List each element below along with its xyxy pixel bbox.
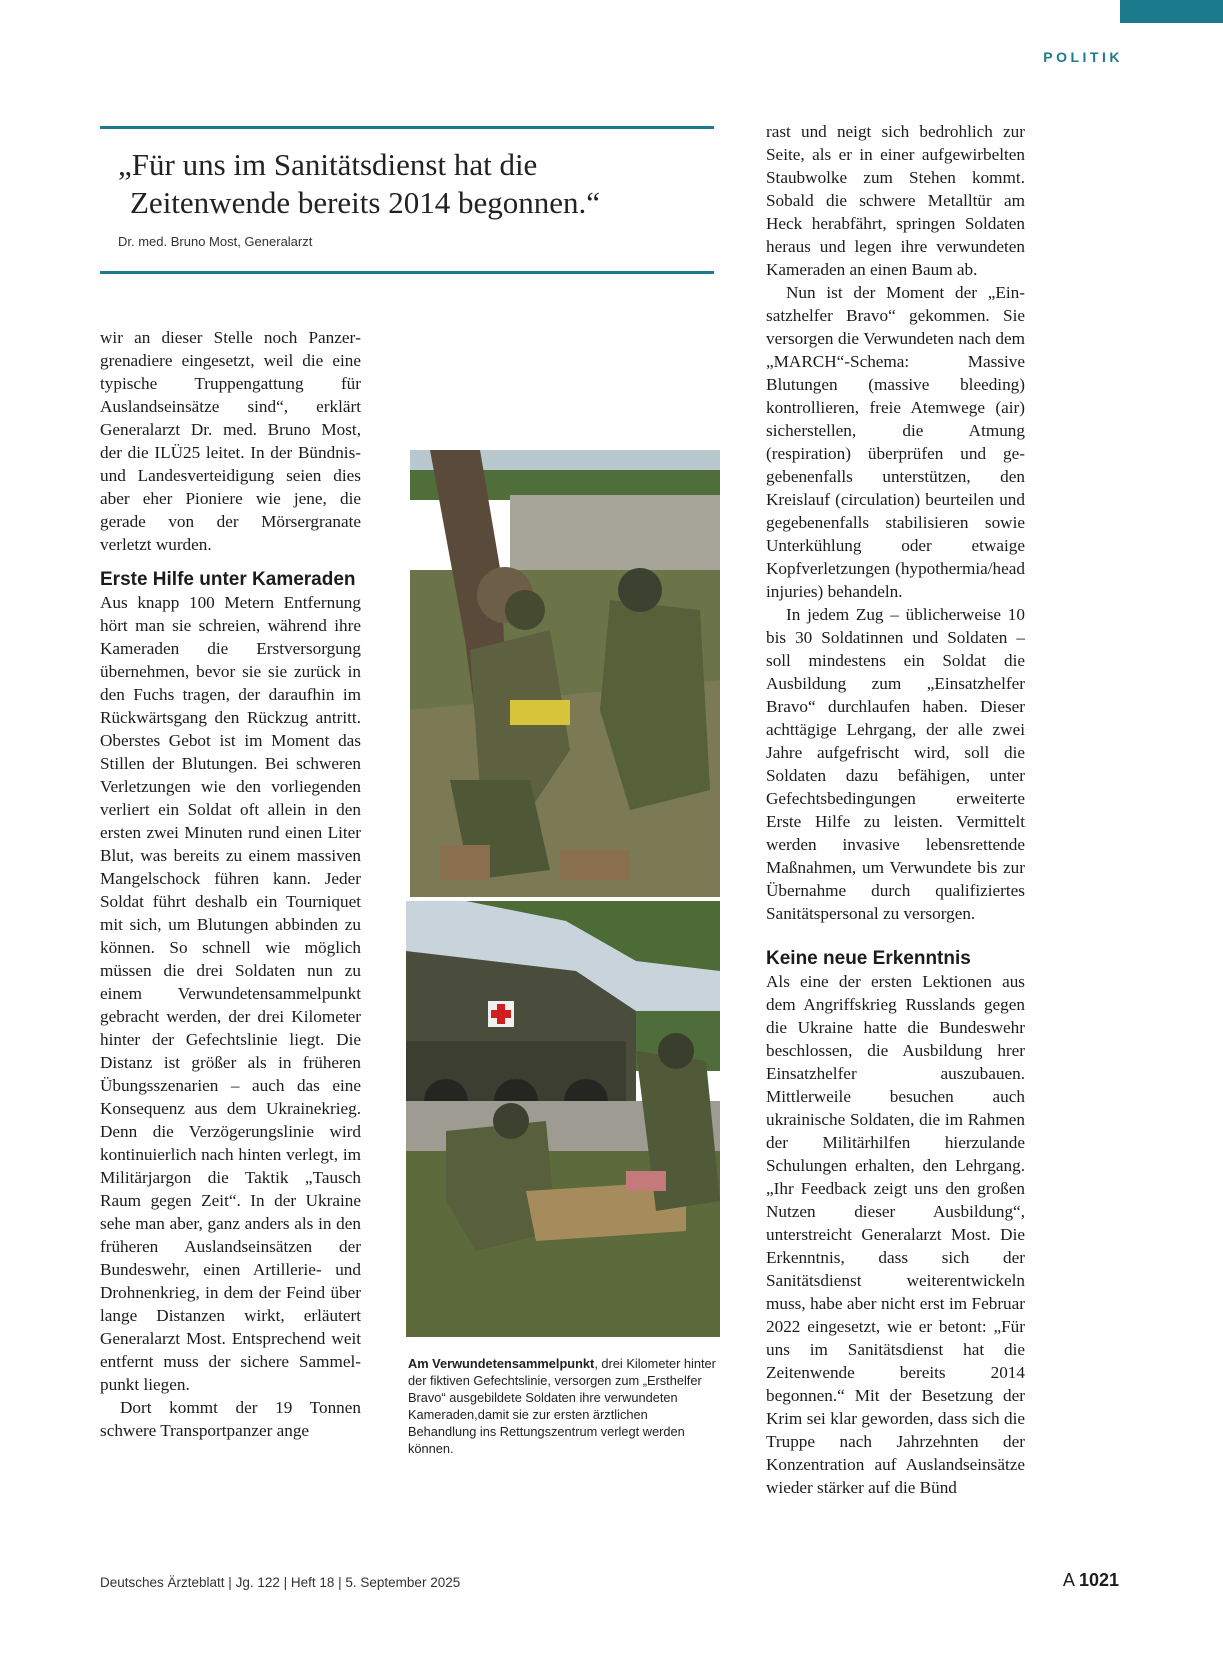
- article-column-right: [766, 120, 1025, 1499]
- pull-quote-line-2: Zeitenwende bereits 2014 begonnen.“: [130, 185, 600, 220]
- article-column-left: [100, 326, 361, 1442]
- pull-quote-line-1: „Für uns im Sanitätsdienst hat die: [118, 147, 538, 182]
- photo-casualty-collection-point: [406, 901, 720, 1337]
- caption-bold-lead: Am Verwundetensammelpunkt: [408, 1356, 595, 1371]
- footer-publication: Deutsches Ärzteblatt | Jg. 122 | Heft 18 | 5. September 2025: [100, 1575, 461, 1590]
- photo-soldiers-first-aid-image: [410, 450, 720, 897]
- paragraph: Als eine der ersten Lektionen aus dem Angriffskrieg Russlands gegen die Ukraine hatte die Bundeswehr beschlossen, die Ausbildung hrer Einsatzhelfer auszubauen. Mittlerweile besuchen auch ukrainische Soldaten, die im Rahmen der Militärhilfen hierzulande Schulungen erhalten, den Lehrgang. „Ihr Feedback zeigt uns den großen Nutzen dieser Ausbildung“, unterstreicht Generalarzt Most. Die Erkenntnis, dass sich der Sanitätsdienst weiterentwickeln muss, habe aber nicht erst im Februar 2022 eingesetzt, wie er betont: „Für uns im Sanitätsdienst hat die Zeitenwende bereits 2014 begonnen.“ Mit der Besetzung der Krim sei klar geworden, dass sich die Truppe nach Jahrzehnten der Konzentration auf Auslandseinsätze wieder stärker auf die Bünd: [766, 972, 1025, 1497]
- pull-quote-text: [118, 146, 708, 222]
- paragraph: Aus knapp 100 Metern Entfernung hört man sie schreien, während ihre Kameraden die Erstversorgung übernehmen, bevor sie sie zurück in den Fuchs tragen, der daraufhin im Rückwärtsgang den Rückzug antritt. Oberstes Gebot ist im Moment das Stillen der Blutungen. Bei schweren Verletzungen wie den vorliegenden verliert ein Soldat oft allein in den ersten zwei Minuten rund einen Liter Blut, was bereits zu einem massiven Mangelschock führen kann. Jeder Soldat führt deshalb ein Tourniquet mit sich, um Blutungen abbinden zu können. So schnell wie möglich müssen die drei Soldaten nun zu einem Verwundetensammelpunkt gebracht werden, der drei Kilometer hinter der Gefechtslinie liegt. Die Distanz ist größer als in früheren Übungsszenarien – auch das eine Konsequenz aus dem Ukrainekrieg. Denn die Verzögerungslinie wird kontinuierlich nach hinten verlegt, im Militärjargon die Taktik „Tausch Raum gegen Zeit“. In der Ukraine sehe man aber, ganz anders als in den früheren Auslandseinsätzen der Bundeswehr, einen Artillerie- und Drohnenkrieg, in dem der Feind über lange Distanzen wirkt, erläutert Generalarzt Most. Entsprechend weit entfernt muss der sichere Sammelpunkt liegen.: [100, 593, 361, 1394]
- photo-caption: [408, 1355, 718, 1457]
- paragraph: rast und neigt sich bedrohlich zur Seite, als er in einer aufgewirbelten Staubwolke zum Stehen kommt. Sobald die schwere Metalltür am Heck herabfährt, springen Soldaten heraus und legen ihre verwundeten Kameraden an einen Baum ab.: [766, 122, 1025, 279]
- paragraph: In jedem Zug – üblicherweise 10 bis 30 Soldatinnen und Soldaten – soll mindestens ein Soldat die Ausbildung zum „Einsatzhelfer Bravo“ durchlaufen haben. Dieser achttägige Lehrgang, der alle zwei Jahre aufgefrischt wird, soll die Soldaten dazu befähigen, unter Gefechtsbedingungen erweiterte Erste Hilfe zu leisten. Vermittelt werden invasive lebensrettende Maßnahmen, um Verwundete bis zur Übernahme durch qualifiziertes Sanitätspersonal zu versorgen.: [766, 605, 1025, 923]
- section-label: POLITIK: [1043, 49, 1123, 65]
- pull-quote-author: Dr. med. Bruno Most, Generalarzt: [118, 234, 313, 249]
- subheading: Keine neue Erkenntnis: [766, 948, 971, 969]
- photo-casualty-collection-point-image: [406, 901, 720, 1337]
- page-number: [1063, 1570, 1119, 1591]
- page-prefix: A: [1062, 1570, 1074, 1590]
- caption-text: , drei Kilometer hinter der fiktiven Gefechtslinie, versorgen zum „Ersthelfer Bravo“ ausgebildete Soldaten ihre verwundeten Kameraden,damit sie zur ersten ärztlichen Behandlung ins Rettungszentrum verlegt werden können.: [408, 1356, 716, 1456]
- pull-quote: [100, 126, 714, 274]
- subheading: Erste Hilfe unter Kameraden: [100, 569, 356, 590]
- page-number-value: 1021: [1078, 1570, 1119, 1590]
- accent-bar: [1120, 0, 1223, 23]
- paragraph: wir an dieser Stelle noch Panzergrenadiere eingesetzt, weil die eine typische Truppengattung für Auslandseinsätze sind“, erklärt Generalarzt Dr. med. Bruno Most, der die ILÜ25 leitet. In der Bündnis- und Landesverteidigung seien dies aber eher Pioniere wie jene, die gerade von der Mörsergranate verletzt wurden.: [100, 328, 361, 554]
- photo-soldiers-first-aid: [410, 450, 720, 897]
- paragraph: Dort kommt der 19 Tonnen schwere Transportpanzer ange: [100, 1398, 361, 1440]
- paragraph: Nun ist der Moment der „Einsatzhelfer Bravo“ gekommen. Sie versorgen die Verwundeten nach dem „MARCH“-Schema: Massive Blutungen (massive bleeding) kontrollieren, freie Atemwege (air) sicherstellen, die Atmung (respiration) überprüfen und gegebenenfalls unterstützen, den Kreislauf (circulation) beurteilen und gegebenenfalls stabilisieren sowie Unterkühlung oder etwaige Kopfverletzungen (hypothermia/head injuries) behandeln.: [766, 283, 1025, 601]
